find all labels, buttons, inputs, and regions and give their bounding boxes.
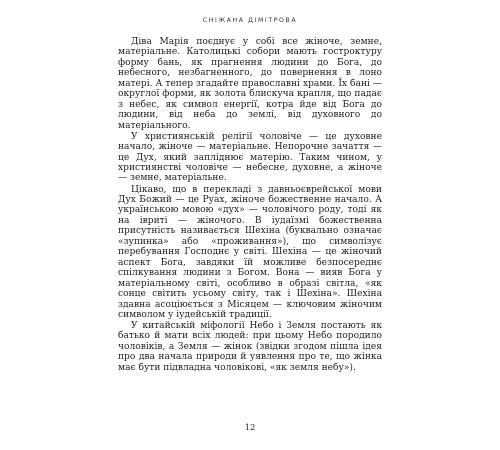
paragraph: Діва Марія поєднує у собі все жіноче, земне, матеріальне. Католицькі собори мають гостроктуру форму бань, як прагнення людини до Бога, до небесного, незбагненного, до повернення в лоно матері. А тепер згадайте православні храми. Їх бані — округлої форми, як золота блискуча крапля, що падає з небес, як символ енергії, котра йде від Бога до людини, від неба до землі, від духовного до матеріального. xyxy=(118,37,382,131)
body-text xyxy=(118,37,382,374)
paragraph: У християнській релігії чоловіче — це духовне начало, жіноче — матеріальне. Непорочне зачаття — це Дух, який запліднює матерію. Таким чином, у християнстві чоловіче — небесне, духовне, а жіноче — земне, матеріальне. xyxy=(118,131,382,184)
paragraph: Цікаво, що в перекладі з давньоєврейської мови Дух Божий — це Руах, жіноче божественне начало. А українською мовою «дух» — чоловічого роду, тоді як на івриті — жіночого. В іудаїзмі божественна присутність називається Шехіна (буквально означає «зупинка» або «проживання»), що символізує перебування Господнє у світі. Шехіна — це жіночий аспект Бога, завдяки їй можливе безпосереднє спілкування людини з Богом. Вона — вияв Бога у матеріальному світі, особливо в образі світла, «як сонце світить усьому світу, так і Шехіна». Шехіна здавна асоціюється з Місяцем — ключовим жіночим символом у іудейській традиції. xyxy=(118,184,382,320)
page-number: 12 xyxy=(244,423,256,433)
running-header: СНІЖАНА ДІМІТРОВА xyxy=(202,17,298,24)
paragraph: У китайській міфології Небо і Земля постають як батько й мати всіх людей: при цьому Небо породило чоловіків, а Земля — жінок (звідки згодом пішла ідея про два начала природи й уявлення про те, що жінка має бути підвладна чоловікові, «як земля небу»). xyxy=(118,321,382,373)
